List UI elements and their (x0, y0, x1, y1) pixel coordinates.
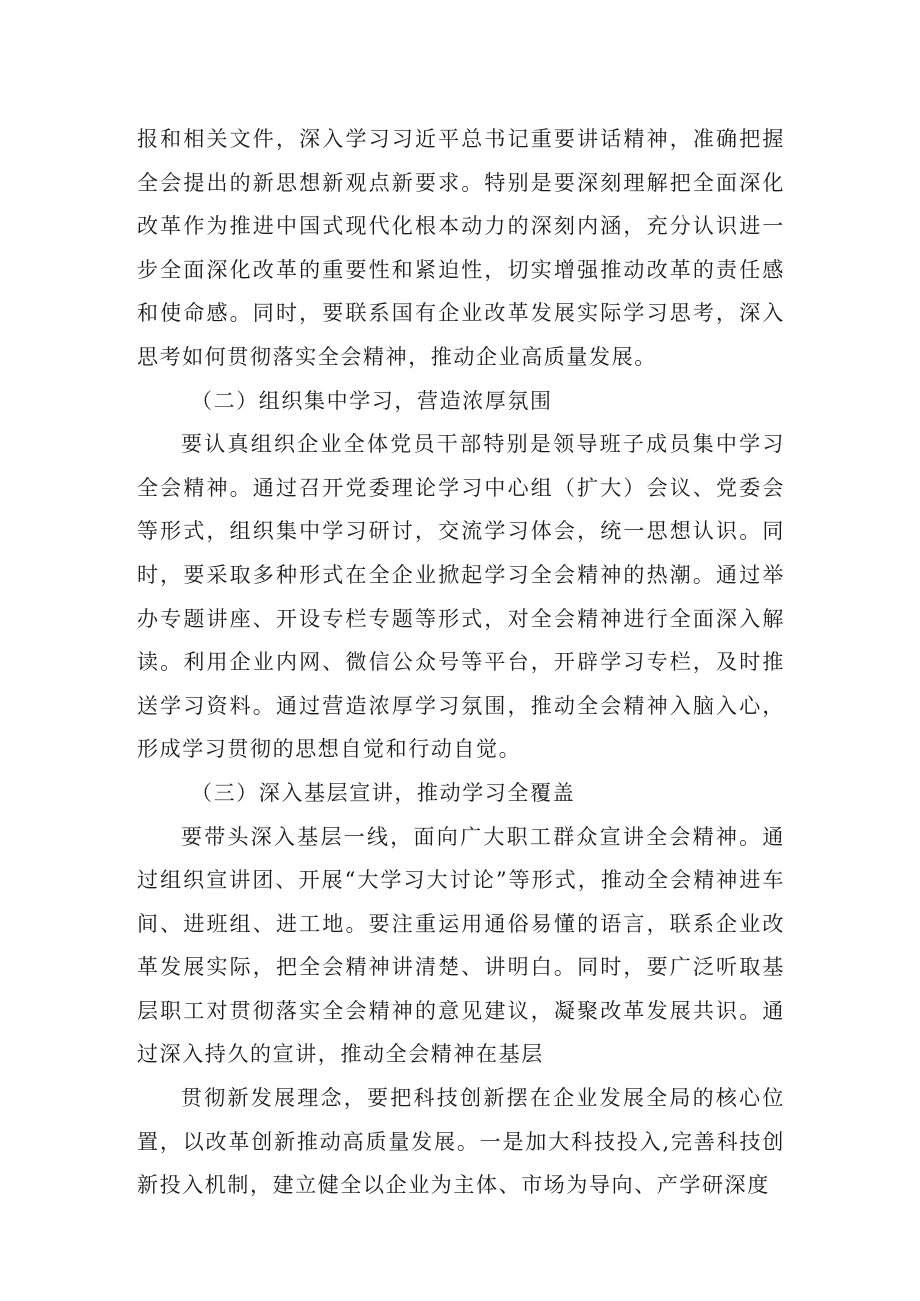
body-paragraph: 贯彻新发展理念，要把科技创新摆在企业发展全局的核心位置，以改革创新推动高质量发展。一是加大科技投入,完善科技创新投入机制，建立健全以企业为主体、市场为导向、产学研深度 (137, 1086, 785, 1198)
document-body (137, 118, 785, 1208)
section-heading: （二）组织集中学习，营造浓厚氛围 (191, 388, 553, 413)
body-paragraph: 要带头深入基层一线，面向广大职工群众宣讲全会精神。通过组织宣讲团、开展“大学习大讨论”等形式，推动全会精神进车间、进班组、进工地。要注重运用通俗易懂的语言，联系企业改革发展实际，把全会精神讲清楚、讲明白。同时，要广泛听取基层职工对贯彻落实全会精神的意见建议，凝聚改革发展共识。通过深入持久的宣讲，推动全会精神在基层 (137, 824, 785, 1067)
body-paragraph: 要认真组织企业全体党员干部特别是领导班子成员集中学习全会精神。通过召开党委理论学习中心组（扩大）会议、党委会等形式，组织集中学习研讨，交流学习体会，统一思想认识。同时，要采取多种形式在全企业掀起学习全会精神的热潮。通过举办专题讲座、开设专栏专题等形式，对全会精神进行全面深入解读。利用企业内网、微信公众号等平台，开辟学习专栏，及时推送学习资料。通过营造浓厚学习氛围，推动全会精神入脑入心，形成学习贯彻的思想自觉和行动自觉。 (137, 432, 785, 762)
section-heading: （三）深入基层宣讲，推动学习全覆盖 (191, 780, 576, 805)
body-paragraph: 报和相关文件，深入学习习近平总书记重要讲话精神，准确把握全会提出的新思想新观点新要求。特别是要深刻理解把全面深化改革作为推进中国式现代化根本动力的深刻内涵，充分认识进一步全面深化改革的重要性和紧迫性，切实增强推动改革的责任感和使命感。同时，要联系国有企业改革发展实际学习思考，深入思考如何贯彻落实全会精神，推动企业高质量发展。 (137, 127, 785, 369)
